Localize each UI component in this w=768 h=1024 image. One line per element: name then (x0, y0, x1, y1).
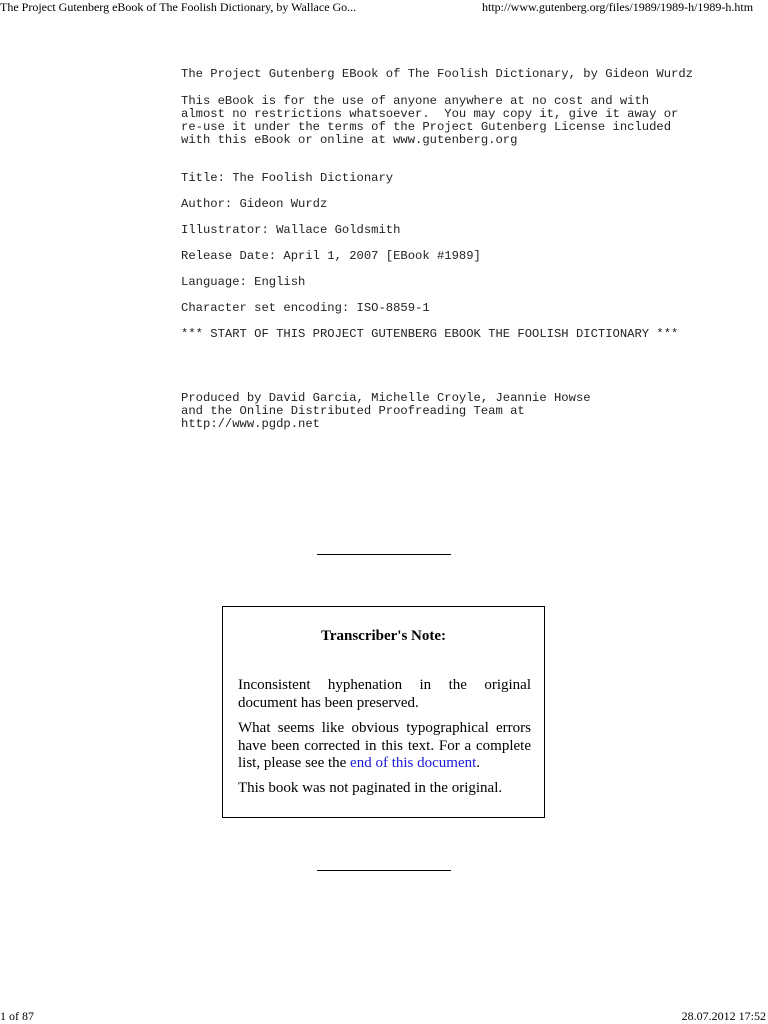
transcriber-note-hyphenation: Inconsistent hyphenation in the original document has been preserved. (238, 677, 531, 711)
ebook-heading-line: The Project Gutenberg EBook of The Foolish Dictionary, by Gideon Wurdz (181, 67, 693, 81)
title-line: Title: The Foolish Dictionary (181, 171, 394, 185)
license-text: This eBook is for the use of anyone anywhere at no cost and with almost no restrictions whatsoever. You may copy it, give it away or re-use it under the terms of the Project Gutenberg License included with this eBook or online at www.gutenberg.org (181, 94, 679, 147)
transcriber-note-pagination: This book was not paginated in the original. (238, 780, 503, 796)
horizontal-rule-top (317, 554, 451, 555)
corrections-text: What seems like obvious typographical errors have been corrected in this text. For a complete list, please see the (238, 720, 531, 771)
language-line: Language: English (181, 275, 306, 289)
print-header-url: http://www.gutenberg.org/files/1989/1989-h/1989-h.htm (482, 0, 754, 14)
horizontal-rule-bottom (317, 870, 451, 871)
transcriber-note-title: Transcriber's Note: (320, 628, 447, 644)
print-header-title: The Project Gutenberg eBook of The Foolish Dictionary, by Wallace Go... (0, 0, 357, 14)
print-datetime: 28.07.2012 17:52 (681, 1009, 766, 1023)
end-of-document-link[interactable]: end of this document (350, 755, 477, 771)
transcriber-note-box (222, 606, 545, 818)
release-date-line: Release Date: April 1, 2007 [EBook #1989] (181, 249, 481, 263)
illustrator-line: Illustrator: Wallace Goldsmith (181, 223, 401, 237)
corrections-text-end: . (476, 755, 481, 771)
author-line: Author: Gideon Wurdz (181, 197, 328, 211)
produced-by-text: Produced by David Garcia, Michelle Croyle, Jeannie Howse and the Online Distributed Proofreading Team at http://www.pgdp.net (181, 391, 591, 431)
transcriber-note-corrections (238, 720, 531, 773)
encoding-line: Character set encoding: ISO-8859-1 (181, 301, 430, 315)
page-count: 1 of 87 (0, 1009, 34, 1023)
start-marker-line: *** START OF THIS PROJECT GUTENBERG EBOOK THE FOOLISH DICTIONARY *** (181, 327, 679, 341)
